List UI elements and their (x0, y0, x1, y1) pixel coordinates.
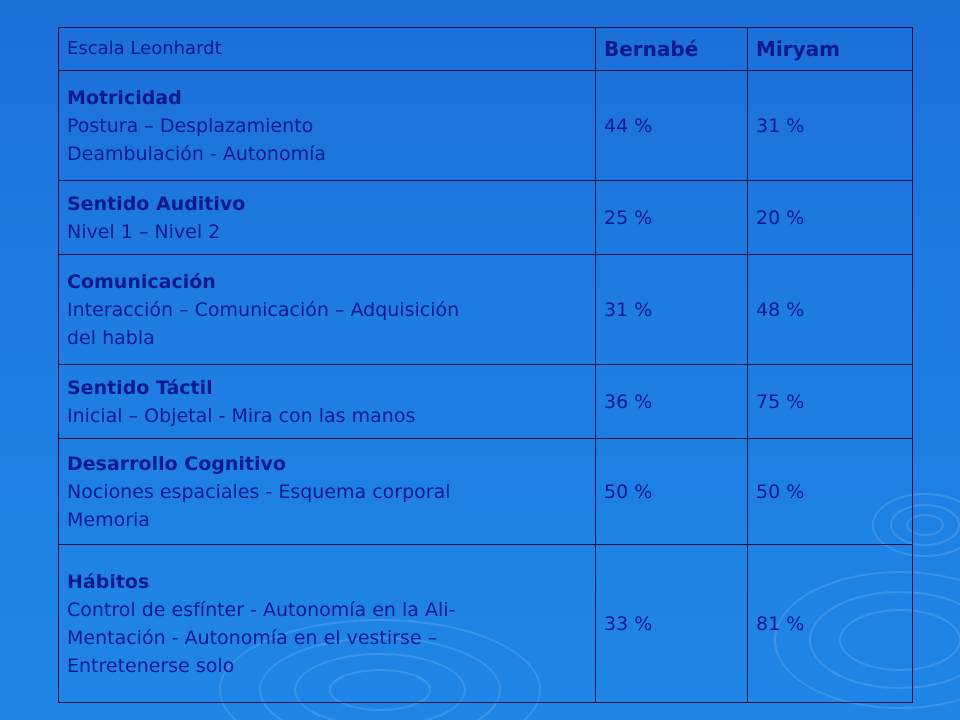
miryam-value: 48 % (748, 255, 913, 365)
area-title: Sentido Táctil (67, 376, 213, 399)
table-header-row (59, 28, 913, 71)
miryam-value: 20 % (748, 181, 913, 255)
area-detail: Deambulación - Autonomía (67, 142, 327, 165)
miryam-value: 75 % (748, 365, 913, 439)
table-row (59, 181, 913, 255)
area-detail: Control de esfínter - Autonomía en la Ali- (67, 598, 456, 621)
area-cell (59, 181, 596, 255)
bernabe-value: 50 % (596, 439, 748, 545)
area-detail: Postura – Desplazamiento (67, 114, 314, 137)
leonhardt-scale-table (58, 27, 913, 703)
area-cell (59, 545, 596, 703)
miryam-value: 31 % (748, 71, 913, 181)
bernabe-value: 31 % (596, 255, 748, 365)
table-row (59, 71, 913, 181)
area-cell (59, 255, 596, 365)
area-title: Motricidad (67, 86, 182, 109)
table-row (59, 255, 913, 365)
table-row (59, 439, 913, 545)
area-title: Hábitos (67, 570, 150, 593)
area-detail: Mentación - Autonomía en el vestirse – (67, 626, 438, 649)
miryam-value: 50 % (748, 439, 913, 545)
bernabe-value: 25 % (596, 181, 748, 255)
area-cell (59, 439, 596, 545)
miryam-value: 81 % (748, 545, 913, 703)
header-miryam: Miryam (748, 28, 913, 71)
header-scale-name: Escala Leonhardt (59, 28, 596, 71)
bernabe-value: 33 % (596, 545, 748, 703)
area-detail: Interacción – Comunicación – Adquisición (67, 298, 460, 321)
area-detail: Inicial – Objetal - Mira con las manos (67, 404, 416, 427)
area-detail: del habla (67, 326, 155, 349)
header-bernabe: Bernabé (596, 28, 748, 71)
area-detail: Nivel 1 – Nivel 2 (67, 220, 221, 243)
bernabe-value: 44 % (596, 71, 748, 181)
area-detail: Memoria (67, 508, 150, 531)
bernabe-value: 36 % (596, 365, 748, 439)
area-detail: Nociones espaciales - Esquema corporal (67, 480, 451, 503)
area-title: Sentido Auditivo (67, 192, 246, 215)
area-title: Desarrollo Cognitivo (67, 452, 286, 475)
area-detail: Entretenerse solo (67, 654, 235, 677)
table-row (59, 545, 913, 703)
area-cell (59, 365, 596, 439)
area-cell (59, 71, 596, 181)
table-row (59, 365, 913, 439)
area-title: Comunicación (67, 270, 216, 293)
